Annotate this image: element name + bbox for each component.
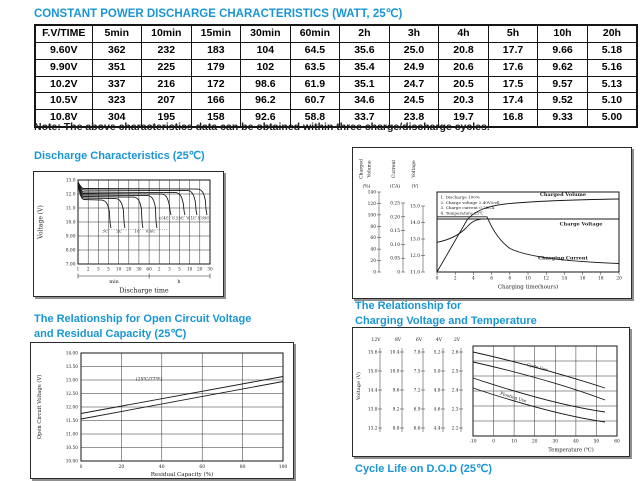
x-tick: 20: [126, 266, 132, 272]
table-cell: 323: [92, 93, 142, 110]
table-cell: 304: [92, 110, 142, 127]
table-cell: 5.10: [587, 93, 637, 110]
temp-chart-title: [355, 299, 537, 329]
axis-name-voltage: Voltage: [412, 160, 417, 178]
table-row: [35, 59, 637, 76]
cur-tick: 0: [397, 270, 400, 276]
table-cell: 9.33: [538, 110, 588, 127]
x-tick: 30: [136, 266, 142, 272]
x-tick: 14: [561, 276, 568, 282]
cycle-life-title: Cycle Life on D.O.D (25℃): [355, 463, 493, 475]
y-tick: 13.0: [65, 178, 76, 184]
table-cell: 5.16: [587, 59, 637, 76]
volt-tick: 14.0: [410, 221, 420, 226]
charge-voltage-label: Charge Voltage: [559, 221, 603, 228]
table-cell: 232: [142, 42, 192, 59]
y-tick: 10.0: [65, 220, 76, 226]
curve-label: 3C: [102, 228, 108, 234]
x-tick: 10: [187, 266, 193, 272]
scale-value: 2.6: [451, 350, 459, 356]
charging-characteristics-chart: [353, 148, 631, 298]
y-axis-label: Voltage (V): [37, 205, 45, 239]
x-tick: 60: [199, 465, 206, 470]
x-tick: 12: [543, 276, 549, 282]
scale-value: 9.6: [392, 388, 400, 394]
table-cell: 33.7: [340, 110, 390, 127]
table-cell: 23.8: [389, 110, 439, 127]
x-tick: 10: [525, 276, 531, 282]
volt-tick: 13.0: [410, 237, 420, 243]
y-tick: 7.00: [65, 262, 76, 268]
table-cell: 10.2V: [35, 76, 92, 93]
table-cell: 61.9: [290, 76, 340, 93]
cur-tick: 0.15: [390, 229, 400, 235]
ocv-title-line1: The Relationship for Open Circuit Voltage: [34, 313, 252, 325]
curve-label: 0.6C: [145, 228, 156, 234]
curve-label: 2C: [116, 228, 122, 234]
vol-tick: 120: [367, 201, 376, 207]
scale-value: 5.2: [433, 350, 441, 356]
axis-unit-ca: (CA): [389, 184, 401, 190]
scale-value: 7.5: [413, 369, 421, 375]
table-row: [35, 42, 637, 59]
table-header: 60min: [290, 25, 340, 42]
charged-volume-label: Charged Volume: [539, 192, 587, 198]
temp-chart-box: [352, 327, 630, 457]
scale-header: 2V: [453, 338, 461, 343]
table-cell: 24.5: [389, 93, 439, 110]
cur-tick: 0.25: [390, 201, 400, 207]
axis-name-current: Current: [392, 159, 397, 179]
x-tick: 10: [511, 439, 517, 445]
table-cell: 24.7: [389, 76, 439, 93]
table-header: 4h: [439, 25, 489, 42]
curve-label: 0.25C: [172, 215, 184, 221]
legend-line: 3. Charge current 0.25CA: [440, 205, 495, 211]
charge-voltage-curve: [437, 219, 481, 242]
x-tick: 3: [96, 266, 100, 272]
ocv-chart-box: [30, 342, 294, 479]
table-header: 3h: [389, 25, 439, 42]
scale-value: 15.6: [367, 350, 378, 356]
table-cell: 10.8V: [35, 110, 92, 127]
table-cell: 96.2: [241, 93, 291, 110]
table-cell: 64.5: [290, 42, 340, 59]
table-cell: 102: [241, 59, 291, 76]
table-cell: 183: [191, 42, 241, 59]
table-cell: 35.1: [340, 76, 390, 93]
scale-value: 15.0: [367, 369, 378, 375]
x-tick: 100: [278, 465, 288, 470]
table-cell: 16.8: [488, 110, 538, 127]
x-tick: 40: [573, 439, 579, 445]
scale-value: 4.4: [433, 426, 441, 432]
x-tick: 0: [492, 439, 495, 445]
y-tick: 8.00: [65, 248, 76, 254]
table-cell: 9.52: [538, 93, 588, 110]
scale-header: 12V: [371, 338, 381, 343]
x-tick: 0: [435, 276, 439, 282]
table-cell: 20.8: [439, 42, 489, 59]
table-cell: 25.0: [389, 42, 439, 59]
table-cell: 351: [92, 59, 142, 76]
curve-label: 0.05C: [197, 215, 210, 221]
legend-line: 4. Temperature 25℃: [440, 210, 484, 216]
table-header: 10min: [142, 25, 192, 42]
axis-unit-v: (V): [411, 184, 419, 190]
table-header-row: [35, 25, 637, 42]
scale-value: 6.9: [413, 407, 421, 413]
table-cell: 20.3: [439, 93, 489, 110]
volt-tick: 12.0: [410, 254, 420, 259]
table-cell: 158: [191, 110, 241, 127]
table-cell: 35.4: [340, 59, 390, 76]
y-tick: 12.00: [65, 405, 78, 411]
ocv-line-lower: [81, 382, 283, 420]
y-tick: 10.50: [65, 445, 78, 451]
vol-tick: 40: [370, 247, 376, 253]
table-cell: 58.8: [290, 110, 340, 127]
x-tick: 20: [616, 276, 622, 282]
table-cell: 24.9: [389, 59, 439, 76]
scale-value: 8.8: [392, 426, 400, 432]
table-cell: 35.6: [340, 42, 390, 59]
x-tick: 4: [472, 276, 475, 282]
scale-value: 7.2: [413, 388, 421, 394]
table-cell: 337: [92, 76, 142, 93]
curve-label: 1C: [134, 228, 140, 234]
scale-value: 14.4: [367, 388, 378, 394]
scale-value: 7.8: [413, 350, 421, 356]
table-cell: 92.6: [241, 110, 291, 127]
scale-value: 6.6: [413, 426, 421, 432]
table-cell: 207: [142, 93, 192, 110]
x-tick: 0: [79, 465, 83, 470]
scale-ticks: [378, 352, 463, 428]
table-cell: 20.5: [439, 76, 489, 93]
vol-tick: 20: [370, 259, 376, 265]
x-tick: 30: [207, 266, 213, 272]
x-tick: 8: [508, 276, 512, 282]
x-axis-label: Charging time(hours): [497, 284, 559, 291]
scale-value: 13.8: [367, 407, 378, 413]
y-axis-label: Open Circuit Voltage (V): [37, 374, 43, 440]
scale-value: 2.3: [451, 407, 459, 413]
curve-label: 0.4C: [159, 215, 169, 221]
x-tick: 2: [157, 266, 161, 272]
cur-tick: 0.10: [390, 242, 400, 248]
min-label: min: [109, 278, 119, 285]
table-cell: 179: [191, 59, 241, 76]
legend-line: 1. Discharge 100%: [440, 194, 480, 200]
table-cell: 166: [191, 93, 241, 110]
table-cell: 5.13: [587, 76, 637, 93]
axis-unit-percent: (%): [362, 184, 371, 190]
table-header: 10h: [538, 25, 588, 42]
y-tick: 9.00: [65, 234, 76, 240]
table-header: 15min: [191, 25, 241, 42]
x-tick: 6: [490, 276, 493, 282]
x-tick: -10: [469, 439, 477, 445]
cur-tick: 0.20: [390, 215, 400, 221]
table-cell: 9.57: [538, 76, 588, 93]
x-tick: 1: [76, 266, 80, 272]
table-row: [35, 76, 637, 93]
table-row: [35, 93, 637, 110]
table-cell: 9.66: [538, 42, 588, 59]
table-cell: 17.6: [488, 59, 538, 76]
x-tick: 2: [453, 276, 457, 282]
scale-value: 4.8: [433, 388, 441, 394]
x-tick: 2: [86, 266, 90, 272]
table-cell: 5.18: [587, 42, 637, 59]
table-cell: 104: [241, 42, 291, 59]
x-tick: 50: [593, 439, 600, 445]
grid-lines: [473, 346, 617, 436]
table-cell: 225: [142, 59, 192, 76]
x-tick: 40: [158, 465, 165, 470]
table-cell: 9.90V: [35, 59, 92, 76]
y-tick: 13.00: [65, 378, 78, 384]
table-header: 30min: [241, 25, 291, 42]
table-cell: 20.6: [439, 59, 489, 76]
x-tick: 30: [552, 439, 559, 445]
x-axis-label: Residual Capacity (%): [150, 472, 214, 478]
y-tick: 12.0: [65, 192, 76, 198]
scale-header: 6V: [415, 338, 423, 343]
x-axis-label: Temperature (℃): [548, 447, 594, 454]
table-header: 5min: [92, 25, 142, 42]
table-cell: 195: [142, 110, 192, 127]
scale-value: 2.4: [451, 388, 459, 394]
temp-title-line2: Charging Voltage and Temperature: [355, 315, 537, 327]
scale-value: 9.2: [392, 407, 400, 413]
charging-chart-box: [352, 147, 632, 299]
table-cell: 19.7: [439, 110, 489, 127]
x-tick: 20: [197, 266, 203, 272]
axis-name-charged: Charged: [359, 158, 365, 180]
charging-current-label: Charging Current: [538, 255, 588, 262]
curve-label: 0.1C: [186, 215, 197, 221]
scale-value: 5.0: [433, 369, 441, 375]
cycle-use-label: Cycle Use: [526, 361, 549, 373]
volt-tick: 15.0: [410, 204, 420, 210]
x-tick: 3: [168, 266, 171, 272]
annotation: (25℃/77℉): [135, 377, 163, 383]
x-tick: 5: [178, 266, 181, 272]
table-cell: 34.6: [340, 93, 390, 110]
x-tick: 80: [239, 465, 246, 470]
scale-header: 4V: [435, 338, 443, 343]
table-cell: 9.62: [538, 59, 588, 76]
x-tick: 20: [118, 465, 125, 470]
scale-value: 2.5: [451, 369, 459, 375]
y-tick: 11.00: [65, 432, 78, 438]
x-axis-label: Discharge time: [119, 286, 169, 295]
x-tick: 5: [107, 266, 110, 272]
table-note: Note: The above characteristics data can be obtained within three charge/discharge cycles.: [34, 121, 490, 133]
table-cell: 63.5: [290, 59, 340, 76]
y-tick: 14.00: [65, 351, 78, 357]
discharge-chart-box: [33, 171, 224, 297]
vol-tick: 140: [367, 190, 376, 196]
table-cell: 17.5: [488, 76, 538, 93]
x-tick: 10: [115, 266, 122, 272]
scale-value: 2.2: [451, 426, 459, 432]
vol-tick: 80: [370, 224, 376, 230]
table-cell: 17.4: [488, 93, 538, 110]
x-tick: 16: [579, 276, 586, 282]
table-header: 20h: [587, 25, 637, 42]
table-cell: 17.7: [488, 42, 538, 59]
table-header: F.V/TIME: [35, 25, 92, 42]
table-cell: 172: [191, 76, 241, 93]
x-tick: 60: [146, 266, 152, 272]
scale-value: 4.6: [433, 407, 441, 413]
x-tick: 18: [598, 276, 604, 282]
grid-lines: [81, 353, 283, 461]
table-cell: 216: [142, 76, 192, 93]
scale-header: 8V: [394, 338, 402, 343]
scale-value: 10.0: [389, 369, 400, 375]
x-tick: 20: [531, 439, 538, 445]
table-cell: 60.7: [290, 93, 340, 110]
vol-tick: 0: [373, 270, 376, 276]
scale-value: 10.4: [389, 350, 400, 356]
h-label: h: [177, 278, 181, 285]
y-tick: 13.50: [65, 364, 78, 370]
floating-use-upper-line: [473, 378, 605, 412]
ocv-title-line2: and Residual Capacity (25℃): [34, 328, 187, 340]
table-cell: 98.6: [241, 76, 291, 93]
ocv-chart-title: [34, 312, 251, 342]
temp-title-line1: The Relationship for: [355, 300, 462, 312]
y-axis-label: Voltage (V): [356, 371, 362, 401]
x-tick: 60: [614, 439, 620, 445]
y-tick: 10.00: [65, 459, 78, 465]
table-cell: 5.00: [587, 110, 637, 127]
y-tick: 12.50: [65, 391, 78, 397]
discharge-characteristics-chart: [34, 172, 223, 296]
constant-power-table: [34, 24, 638, 128]
table-cell: 9.60V: [35, 42, 92, 59]
vol-tick: 60: [370, 236, 376, 242]
table-header: 2h: [340, 25, 390, 42]
table-cell: 362: [92, 42, 142, 59]
ocv-residual-capacity-chart: [31, 343, 293, 478]
ocv-line-upper: [81, 377, 283, 414]
y-tick: 11.50: [65, 418, 78, 424]
unit-brackets: [78, 274, 210, 279]
table-header: 5h: [488, 25, 538, 42]
scale-value: 13.2: [367, 426, 378, 432]
axis-name-volume: Volume: [367, 160, 373, 178]
legend-line: 2. Charge voltage 2.40V/cell: [440, 199, 500, 205]
vol-tick: 100: [367, 213, 376, 219]
floating-use-label: Floating Use: [499, 390, 528, 404]
charging-voltage-temperature-chart: [353, 328, 629, 456]
y-tick: 11.0: [65, 206, 76, 212]
volt-tick: 11.0: [410, 270, 420, 276]
discharge-chart-title: Discharge Characteristics (25℃): [34, 150, 205, 162]
page-title: CONSTANT POWER DISCHARGE CHARACTERISTICS (WATT, 25℃): [34, 8, 403, 20]
cur-tick: 0.05: [390, 256, 400, 262]
table-cell: 10.5V: [35, 93, 92, 110]
